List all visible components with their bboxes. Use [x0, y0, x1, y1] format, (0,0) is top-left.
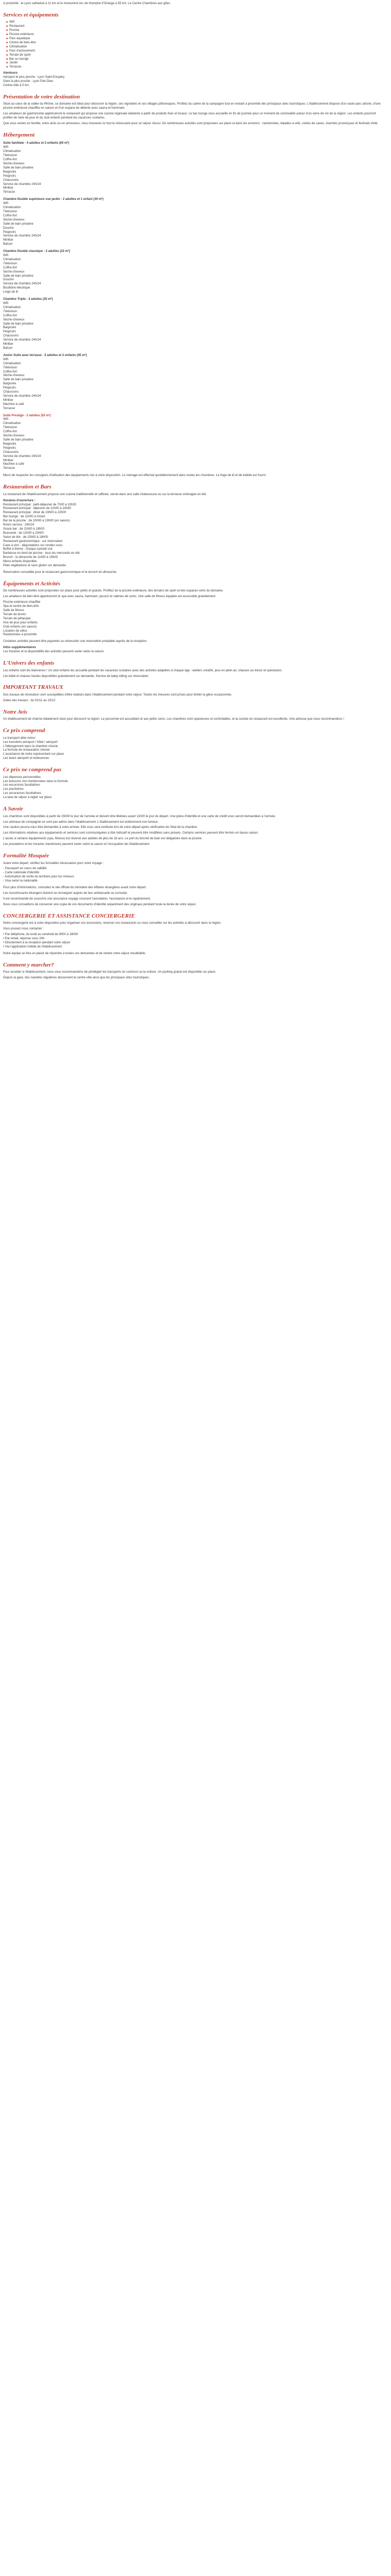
formality-item: - Carte nationale d'identité	[3, 871, 39, 875]
room-feature: Service de chambre 24h/24	[3, 454, 41, 458]
room-feature: Terrasse	[3, 467, 15, 470]
room-feature: Baignoire	[3, 382, 17, 386]
room-feature: Baignoire	[3, 326, 17, 330]
activities-list	[3, 601, 382, 637]
activities-supp: Les horaires et la disponibilité des activités peuvent varier selon la saison.	[3, 650, 105, 654]
formality-item: - Visa selon la nationalité	[3, 879, 38, 883]
savoir-paragraph: Une caution pourra vous être demandée à votre arrivée. Elle vous sera restituée lors de votre départ après vérification de l'état de la chambre.	[3, 826, 198, 829]
presentation-paragraph: Les amateurs de gastronomie apprécieront le restaurant qui propose une cuisine régionale élaborée à partir de produits frais et locaux. Le bar lounge vous accueille en fin de journée pour un moment de convivialité autour d'un verre de vin de la région. Les enfants pourront profiter de l'aire de jeux et du club enfants pendant les vacances scolaires.	[3, 112, 376, 120]
advice-para2: Vous pouvez nous contacter :	[3, 927, 44, 931]
activities-para2: Les amateurs de bien-être apprécieront le spa avec sauna, hammam, jacuzzi et cabines de soins. Une salle de fitness équipée est accessible gratuitement.	[3, 595, 216, 599]
room-feature: Télévision	[3, 310, 18, 313]
excluded-title: Ce prix ne comprend pas	[3, 767, 62, 773]
room-feature: Service de chambre 24h/24	[3, 234, 41, 238]
room-feature: Sèche-cheveux	[3, 162, 25, 166]
excluded-list	[3, 776, 382, 800]
room-feature: Service de chambre 24h/24	[3, 182, 41, 186]
room-title: Chambre Double supérieure vue jardin - 2 adultes et 1 enfant (30 m²)	[3, 198, 104, 201]
room-feature: Peignoirs	[3, 174, 17, 178]
lodging-note: Merci de respecter les consignes d'utilisation des équipements mis à votre disposition. Le ménage est effectué quotidiennement dans toutes les chambres. Le linge de lit et de toilette est fourni.	[3, 474, 267, 478]
around-title: Alentours	[3, 72, 18, 75]
presentation-text	[3, 103, 382, 126]
formalities-para1: Pour plus d'informations, consultez le site officiel du ministère des Affaires étrangères avant votre départ.	[3, 886, 147, 890]
service-item: ■ Terrain de sport	[6, 54, 382, 58]
restaurant-hours-title: Horaires d'ouverture :	[3, 499, 36, 502]
room-title: Suite Prestige - 2 adultes (55 m²)	[3, 414, 51, 417]
restaurant-item: Bar de la piscine : de 10h00 à 19h00 (en saison)	[3, 519, 70, 523]
room-feature: Salle de bain privative	[3, 322, 34, 326]
included-item: La formule de restauration choisie	[3, 749, 50, 752]
room-feature: Machine à café	[3, 463, 24, 466]
service-item: ■ Bar ou lounge	[6, 58, 382, 62]
room-title: Junior Suite avec terrasse - 2 adultes et 2 enfants (45 m²)	[3, 353, 87, 357]
room-feature: Wifi	[3, 358, 8, 361]
activity-item: Salle de fitness	[3, 609, 24, 613]
room-feature: Télévision	[3, 366, 18, 369]
restaurant-item: Salon de thé : de 15h00 à 18h00	[3, 535, 48, 539]
room-feature: Wifi	[3, 418, 8, 421]
included-item: Le transport aller-retour	[3, 736, 36, 740]
formalities-para4: Nous vous conseillons de conserver une copie de vos documents d'identité séparément des originaux pendant toute la durée de votre séjour.	[3, 903, 197, 906]
restaurant-item: Restaurant principal : petit-déjeuner de 7h00 à 10h30	[3, 503, 76, 506]
activity-item: Aire de jeux pour enfants	[3, 621, 38, 624]
room-feature: Chaussons	[3, 178, 19, 182]
room-feature: Minibar	[3, 459, 13, 462]
room-feature: Coffre-fort	[3, 430, 17, 434]
room-feature: Salle de bain privative	[3, 274, 34, 278]
savoir-paragraph: Les animaux de compagnie ne sont pas admis dans l'établissement. L'établissement est entièrement non-fumeur.	[3, 820, 159, 824]
included-item: Les taxes aéroport et redevances	[3, 757, 50, 760]
room-feature: Sèche-cheveux	[3, 218, 25, 222]
room-feature: Wifi	[3, 302, 8, 306]
around-item: Centre-ville à 5 km	[3, 84, 29, 88]
service-item: ■ Restaurant	[6, 25, 382, 29]
savoir-note: Les prestations et les horaires mentionnés peuvent varier selon la saison et l'occupation de l'établissement.	[3, 843, 150, 846]
excluded-item: Les assurances facultatives	[3, 792, 41, 795]
room-feature: Climatisation	[3, 362, 21, 365]
service-item: ■ Parc aquatique	[6, 37, 382, 41]
activities-title: Équipements et Activités	[3, 580, 60, 587]
room-feature: Douche	[3, 278, 14, 282]
universe-para1: Les enfants sont les bienvenus ! Un club enfants les accueille pendant les vacances scolaires avec des activités adaptées à chaque âge : ateliers créatifs, jeux en plein air, chasses au trésor et spectacles.	[3, 669, 283, 672]
restaurant-title: Restauration et Bars	[3, 484, 52, 490]
room-feature: Balcon	[3, 346, 13, 350]
restaurant-list	[3, 503, 382, 569]
service-item: ■ Centre de bien-être	[6, 41, 382, 45]
service-item: ■ Wifi	[6, 21, 382, 25]
room-feature: Télévision	[3, 426, 18, 430]
formalities-para2: Les ressortissants étrangers doivent se renseigner auprès de leur ambassade ou consulat.	[3, 892, 128, 895]
room-title: Suite familiale - 4 adultes et 2 enfants (60 m²)	[3, 142, 70, 145]
restaurant-item: Room service : 24h/24	[3, 523, 35, 527]
important-title: IMPORTANT TRAVAUX	[3, 684, 63, 691]
page	[0, 0, 385, 980]
activities-intro: De nombreuses activités sont proposées sur place pour petits et grands. Profitez de la piscine extérieure, des terrains de sport et des espaces verts du domaine.	[3, 589, 224, 593]
formalities-list	[3, 867, 382, 884]
activity-item: Location de vélos	[3, 629, 27, 633]
comment-para1: Pour accéder à l'établissement, nous vous recommandons de privilégier les transports en commun ou la voiture. Un parking gratuit est disponible sur place.	[3, 971, 217, 974]
around-list	[3, 76, 382, 88]
room-feature: Peignoirs	[3, 446, 17, 450]
services-list	[3, 21, 382, 70]
room-feature: Wifi	[3, 254, 8, 258]
restaurant-item: Restaurant principal : déjeuner de 12h00 à 14h30	[3, 507, 71, 511]
restaurant-intro: Le restaurant de l'établissement propose une cuisine traditionnelle et raffinée, servie dans une salle chaleureuse ou sur la terrasse ombragée en été.	[3, 493, 207, 496]
notes-para: Un établissement de charme idéalement situé pour découvrir la région. Le personnel est accueillant et aux petits soins. Les chambres sont spacieuses et confortables, et la cuisine du restaurant est excellente. Une adresse que nous recommandons !	[3, 718, 345, 721]
formality-item: - Autorisation de sortie du territoire pour les mineurs	[3, 875, 74, 879]
excluded-item: Les dépenses personnelles	[3, 775, 41, 779]
universe-para2: Lits bébé et chaises hautes disponibles gratuitement sur demande. Service de baby-sitting sur réservation.	[3, 674, 150, 678]
room-feature: Salle de bain privative	[3, 378, 34, 382]
restaurant-item: Plats végétariens et sans gluten sur demande	[3, 564, 66, 568]
room-feature: Terrasse	[3, 406, 15, 410]
room-feature: Coffre-fort	[3, 158, 17, 162]
room-feature: Service de chambre 24h/24	[3, 338, 41, 342]
activity-item: Spa et centre de bien-être	[3, 605, 39, 608]
room-feature: Peignoirs	[3, 330, 17, 334]
room-feature: Télévision	[3, 210, 18, 213]
activity-item: Piscine extérieure chauffée	[3, 601, 41, 604]
important-para1: Des travaux de rénovation sont susceptibles d'être réalisés dans l'établissement pendant votre séjour. Toutes les mesures sont prises pour limiter la gêne occasionnée.	[3, 693, 232, 697]
excluded-item: Les excursions facultatives	[3, 784, 40, 787]
room-feature: Balcon	[3, 243, 13, 246]
presentation-paragraph: Que vous veniez en famille, entre amis ou en amoureux, vous trouverez ici tout le nécessaire pour un séjour réussi. De nombreuses activités sont proposées sur place et dans les environs : randonnées, balades à vélo, visites de caves, marchés provençaux et festivals d'été.	[3, 122, 379, 126]
excluded-item: Les pourboires	[3, 788, 24, 791]
comment-para2: Depuis la gare, des navettes régulières desservent le centre-ville ainsi que les principaux sites touristiques.	[3, 976, 150, 979]
room-feature: Salle de bain privative	[3, 222, 34, 226]
included-list	[3, 737, 382, 761]
room-feature: Coffre-fort	[3, 370, 17, 374]
room-feature: Climatisation	[3, 206, 21, 210]
included-item: L'assistance de notre représentant sur place	[3, 753, 64, 756]
room-feature: Chaussons	[3, 450, 19, 454]
services-title: Services et équipements	[3, 11, 59, 18]
restaurant-item: Brunch : le dimanche de 11h00 à 15h00	[3, 556, 58, 560]
room-feature: Climatisation	[3, 306, 21, 309]
room-title: Chambre Double classique - 2 adultes (22 m²)	[3, 250, 70, 253]
service-item: ■ Climatisation	[6, 45, 382, 49]
advice-title: CONCIERGERIE ET ASSISTANCE CONCIERGERIE	[3, 912, 135, 919]
room-feature: Sèche-cheveux	[3, 318, 25, 321]
restaurant-note: Réservation conseillée pour le restaurant gastronomique et le brunch du dimanche.	[3, 571, 118, 574]
activity-item: Terrain de tennis	[3, 613, 26, 616]
formalities-para3: Il est recommandé de souscrire une assurance voyage couvrant l'annulation, l'assistance et le rapatriement.	[3, 897, 151, 901]
restaurant-item: Barbecue en bord de piscine : tous les mercredis en été	[3, 552, 80, 555]
advice-item: • Via l'application mobile de l'établissement	[3, 945, 62, 948]
savoir-title: A Savoir	[3, 806, 23, 812]
restaurant-item: Menu enfants disponible	[3, 560, 37, 564]
around-item: Gare la plus proche : Lyon Part-Dieu	[3, 80, 54, 83]
notes-title: Notre Avis	[3, 708, 27, 715]
room-feature: Sèche-cheveux	[3, 270, 25, 274]
restaurant-item: Buffet à thème : chaque samedi soir	[3, 548, 53, 551]
universe-title: L'Univers des enfants	[3, 660, 54, 667]
presentation-title: Présentation de votre destination	[3, 93, 80, 100]
advice-item: • Par email, réponse sous 24h	[3, 937, 45, 940]
room-feature: Climatisation	[3, 150, 21, 154]
rooms-list	[3, 142, 382, 471]
room-feature: Sèche-cheveux	[3, 374, 25, 378]
restaurant-item: Restaurant gastronomique : sur réservation	[3, 539, 63, 543]
room-feature: Chaussons	[3, 334, 19, 338]
room-feature: Wifi	[3, 146, 8, 149]
room-feature: Service de chambre 24h/24	[3, 394, 41, 398]
room-feature: Peignoirs	[3, 230, 17, 234]
room-feature: Coffre-fort	[3, 314, 17, 317]
savoir-paragraph: L'accès à certains équipements (spa, fitness) est réservé aux adultes de plus de 16 ans. Le port du bonnet de bain est obligatoire dans la piscine.	[3, 837, 203, 841]
restaurant-item: Snack bar : de 11h00 à 18h00	[3, 527, 44, 531]
room-feature: Salle de bain privative	[3, 438, 34, 442]
activity-item: Terrain de pétanque	[3, 617, 31, 620]
comment-title: Comment y marcher?	[3, 961, 54, 968]
room-feature: Terrasse	[3, 191, 15, 194]
presentation-paragraph: Situé au cœur de la vallée du Rhône, ce domaine est idéal pour découvrir la région, ses vignobles et ses villages pittoresques. Profitez du calme de la campagne tout en restant à proximité des principaux sites touristiques. L'établissement dispose d'un vaste parc arboré, d'une piscine extérieure chauffée en saison et d'un espace de détente avec sauna et hammam.	[3, 103, 381, 110]
service-item: ■ Terrasse	[6, 65, 382, 70]
around-item: Aéroport le plus proche : Lyon Saint-Exupéry	[3, 76, 65, 79]
room-feature: Télévision	[3, 154, 18, 158]
room-feature: Bouilloire électrique	[3, 286, 30, 290]
savoir-text	[3, 815, 382, 842]
room-feature: Chaussons	[3, 391, 19, 394]
room-feature: Peignoirs	[3, 386, 17, 390]
lodging-title: Hébergement	[3, 131, 35, 138]
room-feature: Baignoire	[3, 442, 17, 446]
savoir-paragraph: Les chambres sont disponibles à partir de 15h00 le jour de l'arrivée et doivent être libérées avant 11h00 le jour du départ. Une pièce d'identité et une carte de crédit vous seront demandées à l'arrivée.	[3, 815, 276, 818]
excluded-item: Les boissons non mentionnées dans la formule	[3, 779, 68, 783]
room-feature: Machine à café	[3, 402, 24, 406]
room-feature: Climatisation	[3, 258, 21, 261]
activities-note: Certaines activités peuvent être payantes ou nécessiter une réservation préalable auprès de la réception.	[3, 640, 148, 643]
room-feature: Sèche-cheveux	[3, 434, 25, 438]
formalities-title: Formalité Mosquée	[3, 853, 49, 859]
restaurant-item: Bar lounge : de 11h00 à minuit	[3, 515, 45, 519]
room-feature: Salle de bain privative	[3, 166, 34, 170]
room-feature: Minibar	[3, 343, 13, 346]
service-item: ■ Jardin	[6, 61, 382, 65]
activity-item: Club enfants (en saison)	[3, 625, 37, 629]
restaurant-item: Restaurant principal : dîner de 19h00 à 22h00	[3, 511, 67, 515]
activities-supp-title: Infos supplémentaires	[3, 646, 36, 650]
advice-item: • Directement à la réception pendant votre séjour	[3, 941, 71, 944]
room-feature: Minibar	[3, 398, 13, 402]
excluded-item: La taxe de séjour à régler sur place	[3, 796, 52, 800]
advice-item: • Par téléphone, du lundi au vendredi de 9h00 à 18h00	[3, 933, 78, 937]
room-feature: Coffre-fort	[3, 266, 17, 269]
advice-para3: Notre équipe se fera un plaisir de répondre à toutes vos demandes et de rendre votre séjour inoubliable.	[3, 952, 146, 955]
room-feature: Douche	[3, 226, 14, 230]
included-item: Les transferts aéroport / hôtel / aéroport	[3, 740, 58, 744]
service-item: ■ Piscine	[6, 29, 382, 33]
advice-list	[3, 933, 382, 950]
intro-text: A proximité : le Lyon cathedral à 11 km et le monument Arc de triomphe d’Orange à 55 km. Le Centre Chambres aux gîtes	[3, 2, 170, 5]
formalities-intro: Avant votre départ, vérifiez les formalités nécessaires pour votre voyage :	[3, 861, 104, 865]
advice-para1: Notre conciergerie est à votre disposition pour organiser vos excursions, réserver vos restaurants ou vous conseiller sur les activités à découvrir dans la région.	[3, 922, 222, 925]
included-title: Ce prix comprend	[3, 727, 45, 734]
room-feature: Minibar	[3, 239, 13, 242]
room-feature: Baignoire	[3, 170, 17, 174]
room-feature: Wifi	[3, 202, 8, 206]
savoir-paragraph: Les informations relatives aux équipements et services sont communiquées à titre indicatif et peuvent être modifiées sans préavis. Certains services peuvent être fermés en basse saison.	[3, 832, 259, 835]
formality-item: - Passeport en cours de validité	[3, 867, 47, 871]
room-feature: Coffre-fort	[3, 214, 17, 217]
important-para2: Dates des travaux : du 01/11 au 15/12	[3, 699, 56, 702]
room-feature: Linge de lit	[3, 291, 19, 294]
restaurant-item: Cave à vins : dégustations sur rendez-vous	[3, 544, 63, 547]
service-item: ■ Parc d'amusement	[6, 49, 382, 54]
service-item: ■ Piscine extérieure	[6, 33, 382, 37]
restaurant-item: Brasserie : de 12h00 à 23h00	[3, 531, 44, 535]
activity-item: Randonnées à proximité	[3, 633, 37, 637]
room-feature: Climatisation	[3, 422, 21, 426]
room-feature: Service de chambre 24h/24	[3, 282, 41, 286]
room-feature: Télévision	[3, 262, 18, 265]
room-title: Chambre Triple - 3 adultes (35 m²)	[3, 298, 53, 301]
room-feature: Minibar	[3, 187, 13, 190]
included-item: L'hébergement dans la chambre choisie	[3, 744, 58, 748]
